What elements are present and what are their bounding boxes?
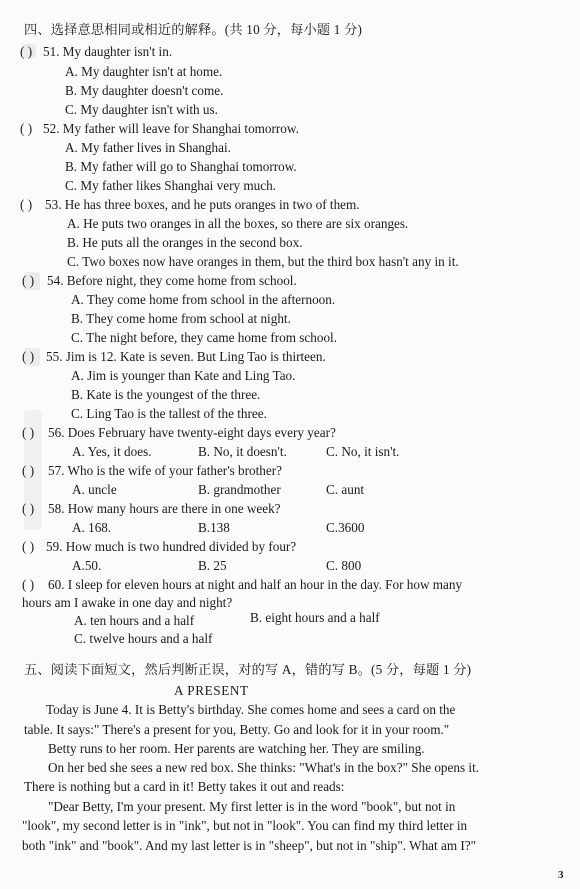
option-a: A.50. [72,558,102,573]
option-c: C. The night before, they came home from school. [71,330,337,345]
passage-line: On her bed she sees a new red box. She thinks: "What's in the box?" She opens it. [48,760,480,775]
passage-line: table. It says:" There's a present for you, Betty. Go and look for it in your room." [24,722,450,737]
answer-blank: ( ) [22,425,35,440]
option-b: B. Kate is the youngest of the three. [71,387,261,402]
option-b: B. No, it doesn't. [198,444,287,459]
question-stem: 54. Before night, they come home from school. [47,273,297,288]
question-stem: 53. He has three boxes, and he puts oranges in two of them. [45,197,360,212]
option-b: B. They come home from school at night. [71,311,291,326]
passage-title: A PRESENT [174,683,249,698]
passage-line: Betty runs to her room. Her parents are watching her. They are smiling. [48,741,425,756]
answer-blank: ( ) [20,121,33,136]
question-stem: 60. I sleep for eleven hours at night and half an hour in the day. For how many [48,577,463,592]
answer-blank: ( ) [20,44,33,59]
answer-blank: ( ) [22,501,35,516]
option-c: C.3600 [326,520,365,535]
option-c: C. twelve hours and a half [74,631,213,646]
passage-line: There is nothing but a card in it! Betty takes it out and reads: [24,779,345,794]
option-b: B. grandmother [198,482,281,497]
option-a: A. 168. [72,520,112,535]
option-a: A. My daughter isn't at home. [65,64,223,79]
option-c: C. Ling Tao is the tallest of the three. [71,406,267,421]
answer-blank: ( ) [22,539,35,554]
answer-blank: ( ) [22,463,35,478]
option-b: B. 25 [198,558,227,573]
passage-line: "Dear Betty, I'm your present. My first letter is in the word "book", but not in [48,799,456,814]
option-b: B. He puts all the oranges in the second box. [67,235,303,250]
question-stem: 57. Who is the wife of your father's brother? [48,463,282,478]
question-stem: 56. Does February have twenty-eight days every year? [48,425,336,440]
question-stem: 55. Jim is 12. Kate is seven. But Ling Tao is thirteen. [46,349,326,364]
question-stem: 51. My daughter isn't in. [43,44,173,59]
answer-blank: ( ) [22,577,35,592]
question-stem: 59. How much is two hundred divided by four? [46,539,297,554]
passage-line: Today is June 4. It is Betty's birthday. She comes home and sees a card on the [46,702,456,717]
section-heading: 四、选择意思相同或相近的解释。(共 10 分，每小题 1 分) [24,22,363,37]
passage-line: "look", my second letter is in "ink", but not in "look". You can find my third letter in [22,818,468,833]
option-b: B. eight hours and a half [250,610,380,625]
option-b: B. My father will go to Shanghai tomorrow. [65,159,297,174]
question-stem: 52. My father will leave for Shanghai tomorrow. [43,121,299,136]
option-c: C. My father likes Shanghai very much. [65,178,276,193]
option-c: C. 800 [326,558,362,573]
answer-blank: ( ) [22,349,35,364]
question-stem: 58. How many hours are there in one week? [48,501,281,516]
option-c: C. Two boxes now have oranges in them, but the third box hasn't any in it. [67,254,459,269]
option-a: A. Jim is younger than Kate and Ling Tao. [71,368,296,383]
answer-blank: ( ) [20,197,33,212]
option-a: A. Yes, it does. [72,444,152,459]
option-c: C. My daughter isn't with us. [65,102,218,117]
option-c: C. No, it isn't. [326,444,400,459]
option-b: B.138 [198,520,230,535]
option-a: A. ten hours and a half [74,613,195,628]
option-a: A. My father lives in Shanghai. [65,140,231,155]
option-a: A. He puts two oranges in all the boxes, so there are six oranges. [67,216,409,231]
question-stem-continued: hours am I awake in one day and night? [22,595,233,610]
option-c: C. aunt [326,482,365,497]
option-a: A. They come home from school in the afternoon. [71,292,336,307]
option-a: A. uncle [72,482,117,497]
passage-line: both "ink" and "book". And my last letter is in "sheep", but not in "ship". What am I?" [22,838,477,853]
answer-blank: ( ) [22,273,35,288]
option-b: B. My daughter doesn't come. [65,83,224,98]
section-heading: 五、阅读下面短文，然后判断正误，对的写 A，错的写 B。(5 分，每题 1 分) [24,662,472,677]
page-number: 3 [558,869,564,881]
